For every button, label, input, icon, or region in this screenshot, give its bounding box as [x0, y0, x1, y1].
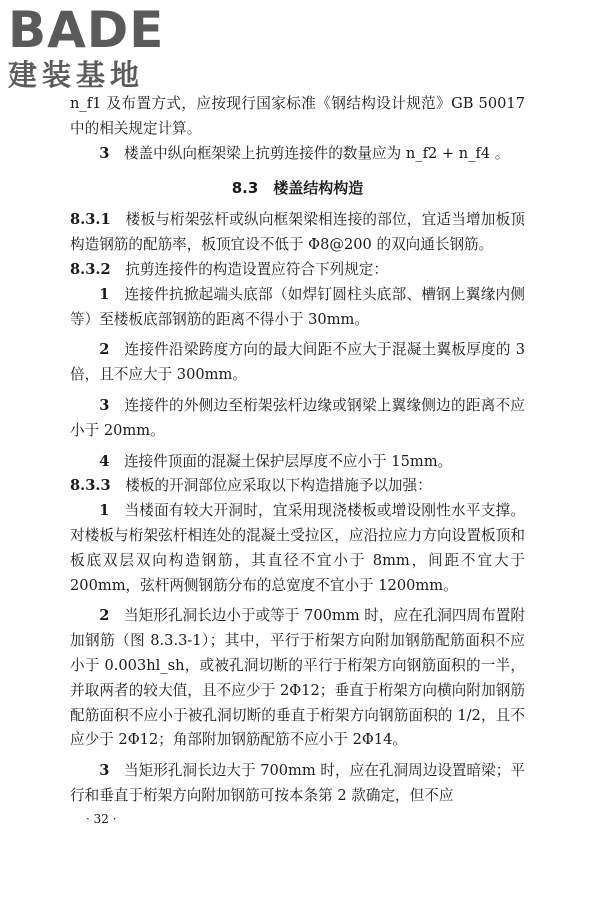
clause-text: 当矩形孔洞长边小于或等于 700mm 时，应在孔洞四周布置附加钢筋（图 8.3.3-1）；其中，平行于桁架方向附加钢筋配筋面积不应小于 0.003hl_sh，或被孔洞切断的平行于桁架方向钢筋面积的一半，并取两者的较大值，且不应少于 2Φ12；垂直于桁架方向横向附加钢筋配筋面积不应小于被孔洞切断的垂直于桁架方向钢筋面积的 1/2，且不应少于 2Φ12；角部附加钢筋配筋不应小于 2Φ14。 — [70, 607, 525, 749]
clause-8-3-3-1 — [70, 499, 525, 598]
bade-logo — [8, 1, 178, 92]
clause-number: 3 — [99, 762, 110, 780]
article-text: 楼板的开洞部位应采取以下构造措施予以加强： — [125, 477, 432, 495]
document-body — [70, 92, 525, 809]
article-8-3-3 — [70, 474, 525, 499]
clause-number: 3 — [99, 396, 110, 414]
section-title: 8.3 楼盖结构构造 — [231, 179, 364, 198]
clause-8-3-2-3 — [70, 394, 525, 444]
clause-number: 1 — [99, 285, 110, 303]
logo-subtitle: 建装基地 — [8, 58, 145, 92]
clause-number: 2 — [99, 607, 110, 625]
clause-text: 连接件抗掀起端头底部（如焊钉圆柱头底部、槽钢上翼缘内侧等）至楼板底部钢筋的距离不得小于 30mm。 — [70, 285, 525, 328]
article-number: 8.3.3 — [70, 477, 111, 495]
clause-text: 当矩形孔洞长边大于 700mm 时，应在孔洞周边设置暗梁；平行和垂直于桁架方向附加钢筋可按本条第 2 款确定，但不应 — [70, 762, 525, 804]
article-8-3-2 — [70, 258, 525, 283]
clause-8-3-2-1 — [70, 283, 525, 333]
clause-text: 楼盖中纵向框架梁上抗剪连接件的数量应为 n_f2 + n_f4 。 — [123, 144, 510, 162]
clause-8-3-2-4 — [70, 450, 525, 475]
clause-number: 4 — [99, 452, 110, 470]
clause-number: 3 — [99, 144, 110, 162]
article-number: 8.3.2 — [70, 260, 111, 278]
clause-number: 2 — [99, 341, 110, 359]
clause-text: 当楼面有较大开洞时，宜采用现浇楼板或增设刚性水平支撑。对楼板与桁架弦杆相连处的混凝土受拉区，应沿拉应力方向设置板顶和板底双层双向构造钢筋，其直径不宜小于 8mm，间距不宜大于 200mm，弦杆两侧钢筋分布的总宽度不宜小于 1200mm。 — [70, 502, 525, 594]
clause-8-3-2-2 — [70, 338, 525, 388]
clause-number: 1 — [99, 502, 110, 520]
clause-8-3-3-2 — [70, 604, 525, 753]
article-text: 抗剪连接件的构造设置应符合下列规定： — [125, 260, 388, 278]
clause-text: 连接件的外侧边至桁架弦杆边缘或钢梁上翼缘侧边的距离不应小于 20mm。 — [70, 396, 525, 439]
article-text: 楼板与桁架弦杆或纵向框架梁相连接的部位，宜适当增加板顶构造钢筋的配筋率，板顶宜设不低于 Φ8@200 的双向通长钢筋。 — [70, 211, 525, 254]
logo-brand: BADE — [8, 1, 165, 59]
clause-text: 连接件沿梁跨度方向的最大间距不应大于混凝土翼板厚度的 3 倍，且不应大于 300mm。 — [70, 341, 525, 384]
clause-text: 连接件顶面的混凝土保护层厚度不应小于 15mm。 — [123, 452, 453, 470]
clause-8-3-3-3 — [70, 759, 525, 809]
article-8-3-1 — [70, 208, 525, 258]
article-number: 8.3.1 — [70, 211, 111, 229]
paragraph-continuation: n_f1 及布置方式，应按现行国家标准《钢结构设计规范》GB 50017 中的相关规定计算。 — [70, 95, 525, 137]
page-number: · 32 · — [86, 812, 117, 826]
clause-3 — [70, 142, 525, 167]
